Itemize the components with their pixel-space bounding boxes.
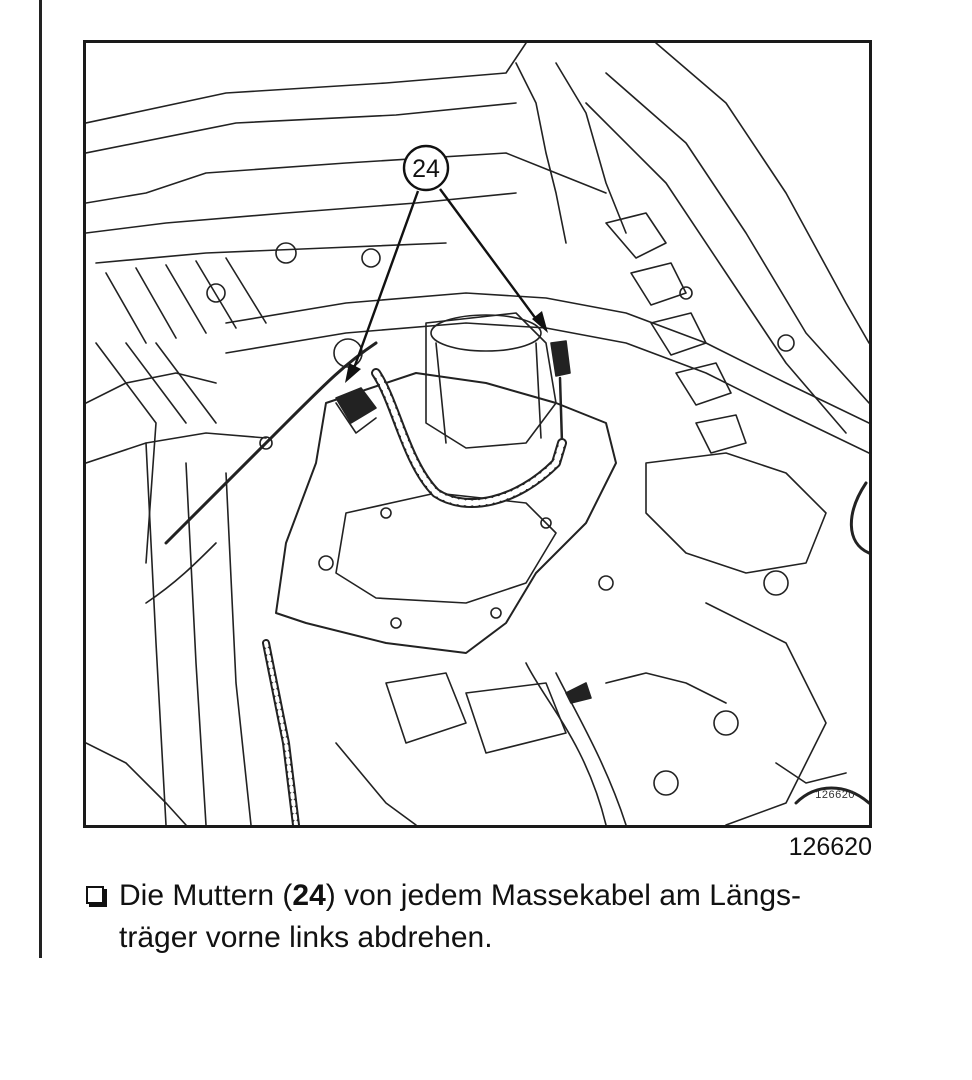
instruction-text: Die Muttern (24) von jedem Massekabel am Längs- träger vorne links abdrehen. <box>119 879 801 954</box>
part-reference: 24 <box>292 879 326 912</box>
engine-bay-drawing <box>86 43 869 825</box>
instruction-step <box>84 875 884 959</box>
callout-24 <box>353 146 539 371</box>
change-bar <box>39 0 42 958</box>
checkbox-icon <box>86 886 104 904</box>
callout-label: 24 <box>412 155 440 183</box>
figure-number: 126620 <box>788 833 872 861</box>
technical-illustration <box>83 40 872 828</box>
drawing-reference-number: 126620 <box>815 789 855 801</box>
